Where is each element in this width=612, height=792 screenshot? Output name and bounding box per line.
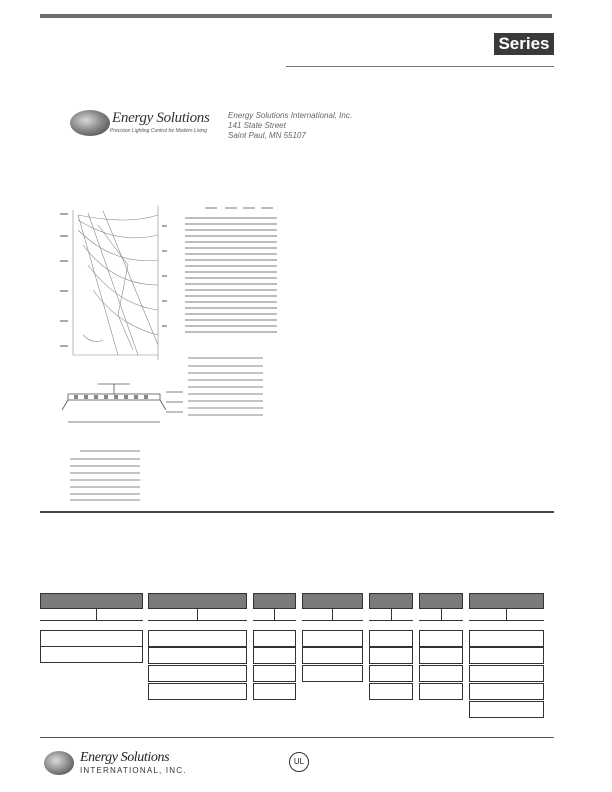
- logo-title: Energy Solutions: [112, 110, 210, 126]
- ordering-cell: [148, 683, 247, 700]
- connector: [506, 609, 507, 620]
- globe-logo-icon: [70, 110, 110, 136]
- ordering-cell: [40, 630, 143, 647]
- photometric-diagram: [58, 205, 168, 365]
- header-rule: [286, 66, 554, 67]
- connector: [253, 620, 296, 621]
- ordering-cell: [253, 665, 296, 682]
- ordering-cell: [369, 665, 413, 682]
- connector: [96, 609, 97, 620]
- top-rule: [40, 14, 552, 18]
- address-line-1: Energy Solutions International, Inc.: [228, 111, 353, 120]
- ul-certification-icon: UL: [289, 752, 309, 772]
- ordering-column-4-header: [302, 593, 363, 609]
- section-divider: [40, 511, 554, 513]
- ordering-column-3-header: [253, 593, 296, 609]
- address-line-2: 141 State Street: [228, 121, 286, 130]
- ordering-cell: [253, 683, 296, 700]
- ordering-cell: [419, 665, 463, 682]
- connector: [197, 609, 198, 620]
- photometric-table: [185, 205, 285, 335]
- ordering-cell: [302, 665, 363, 682]
- connector: [302, 620, 363, 621]
- connector: [369, 620, 413, 621]
- ordering-cell: [369, 630, 413, 647]
- connector: [332, 609, 333, 620]
- ordering-column-6-header: [419, 593, 463, 609]
- connector: [441, 609, 442, 620]
- ordering-column-2-header: [148, 593, 247, 609]
- connector: [469, 620, 544, 621]
- ordering-cell: [469, 665, 544, 682]
- ordering-cell: [419, 647, 463, 664]
- ordering-cell: [253, 630, 296, 647]
- lamp-profile-drawing: [58, 380, 188, 430]
- connector: [40, 620, 143, 621]
- address-line-3: Saint Paul, MN 55107: [228, 131, 306, 140]
- ordering-column-7-header: [469, 593, 544, 609]
- ordering-cell: [469, 701, 544, 718]
- ordering-cell: [369, 683, 413, 700]
- connector: [274, 609, 275, 620]
- ordering-cell: [302, 630, 363, 647]
- dimension-table: [70, 448, 150, 503]
- connector: [419, 620, 463, 621]
- footer-logo-title: Energy Solutions: [80, 750, 170, 765]
- ordering-cell: [369, 647, 413, 664]
- ordering-cell: [253, 647, 296, 664]
- ordering-cell: [469, 647, 544, 664]
- ordering-cell: [40, 646, 143, 663]
- connector: [391, 609, 392, 620]
- series-badge: Series: [494, 33, 554, 55]
- ordering-column-1-header: [40, 593, 143, 609]
- ordering-column-5-header: [369, 593, 413, 609]
- ordering-cell: [148, 647, 247, 664]
- ordering-cell: [302, 647, 363, 664]
- ordering-cell: [469, 683, 544, 700]
- ordering-cell: [148, 630, 247, 647]
- connector: [148, 620, 247, 621]
- ordering-cell: [148, 665, 247, 682]
- company-address: [228, 111, 352, 141]
- ordering-cell: [419, 630, 463, 647]
- spec-table: [188, 355, 268, 420]
- footer-rule: [40, 737, 554, 738]
- logo-tagline: Precision Lighting Control for Modern Living: [110, 128, 207, 134]
- footer-globe-logo-icon: [44, 751, 74, 775]
- ordering-cell: [419, 683, 463, 700]
- footer-logo-subtitle: INTERNATIONAL, INC.: [80, 766, 187, 775]
- ordering-cell: [469, 630, 544, 647]
